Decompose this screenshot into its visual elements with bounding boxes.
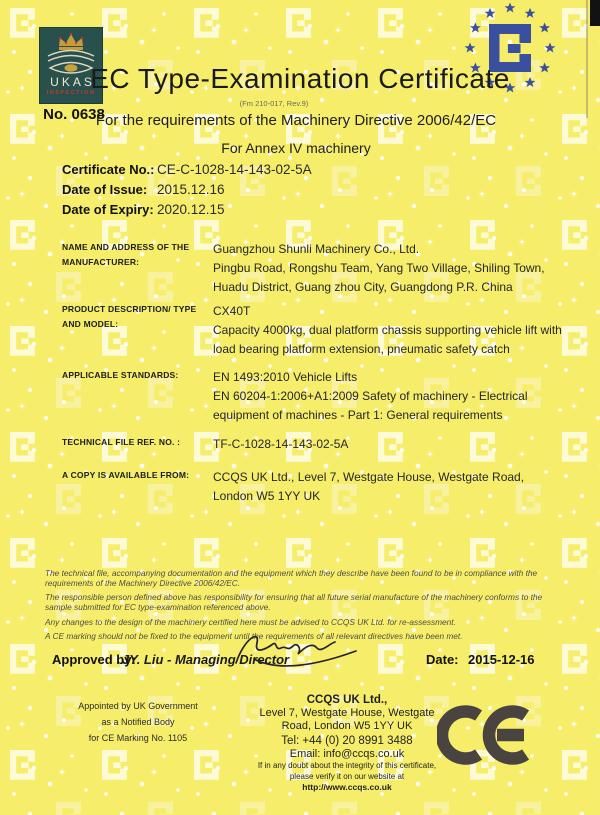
approver-name: JY. Liu - Managing Director	[122, 652, 290, 667]
issuer-email: Email: info@ccqs.co.uk	[289, 748, 405, 760]
issuer-address: Road, London W5 1YY UK	[281, 719, 413, 732]
ukas-label: UKAS	[50, 75, 95, 89]
approved-by-label: Approved by:	[52, 652, 136, 667]
date-of-expiry-label: Date of Expiry:	[62, 202, 154, 217]
scan-artifact-edge	[586, 0, 588, 118]
date-value: 2015-12-16	[468, 652, 535, 667]
issuer-name: CCQS UK Ltd.,	[306, 694, 388, 706]
product-description-label: PRODUCT DESCRIPTION/ TYPE AND MODEL:	[62, 304, 197, 329]
copy-available-label: A COPY IS AVAILABLE FROM:	[62, 470, 190, 480]
legal-text: A CE marking should not be fixed to the equipment until the requirements of all relevant directives have been met.	[45, 631, 463, 641]
date-label: Date:	[426, 652, 459, 667]
issuer-address: Level 7, Westgate House, Westgate	[259, 707, 435, 719]
certificate-no-label: Certificate No.:	[62, 162, 155, 177]
manufacturer-value: Guangzhou Shunli Machinery Co., Ltd. Pingbu Road, Rongshu Team, Yang Two Village, Shiling Town, Huadu District, Guang zhou City, Guangdong P.R. China	[213, 242, 545, 294]
issuer-phone: Tel: +44 (0) 20 8991 3488	[281, 735, 413, 747]
legal-text: The technical file, accompanying documentation and the equipment which they describe have been found to be in compliance with the requirements of the Machinery Directive 2006/42/EC.	[45, 568, 538, 588]
notified-body-statement: Appointed by UK Government as a Notified Body for CE Marking No. 1105	[78, 701, 198, 743]
issuer-contact-block	[232, 694, 462, 793]
verify-note: If in any doubt about the integrity of this certificate,	[257, 761, 437, 770]
applicable-standards-label: APPLICABLE STANDARDS:	[62, 370, 179, 380]
applicable-standards-value: EN 1493:2010 Vehicle Lifts EN 60204-1:2006+A1:2009 Safety of machinery - Electrical equipment of machines - Part 1: General requirements	[213, 370, 528, 422]
form-reference: (Fm 210-017, Rev.9)	[239, 99, 309, 108]
ce-mark-icon	[437, 699, 541, 771]
ukas-inspection-label: INSPECTION	[46, 90, 96, 96]
copy-available-value: CCQS UK Ltd., Level 7, Westgate House, Westgate Road, London W5 1YY UK	[213, 470, 525, 503]
page-title: EC Type-Examination Certificate	[90, 63, 510, 94]
legal-text: Any changes to the design of the machinery certified here must be advised to CCQS UK Ltd. for re-assessment.	[45, 617, 456, 627]
date-of-issue-label: Date of Issue:	[62, 182, 148, 197]
technical-file-value: TF-C-1028-14-143-02-5A	[213, 437, 349, 451]
date-of-issue-value: 2015.12.16	[157, 182, 225, 197]
scan-artifact-corner	[590, 0, 600, 26]
manufacturer-label: NAME AND ADDRESS OF THE MANUFACTURER:	[62, 242, 190, 267]
legal-text: The responsible person defined above has responsibility for ensuring that all future serial manufacture of the machinery conforms to the sample submitted for EC type-examination referenced above.	[45, 592, 543, 612]
date-of-expiry-value: 2020.12.15	[157, 202, 225, 217]
product-description-value: CX40T Capacity 4000kg, dual platform chassis supporting vehicle lift with load bearing platform extension, pneumatic safety catch	[213, 304, 562, 356]
annex-subtitle: For Annex IV machinery	[221, 140, 371, 156]
technical-file-label: TECHNICAL FILE REF. NO. :	[62, 437, 181, 447]
issuer-website: http://www.ccqs.co.uk	[302, 782, 392, 792]
notified-body-number: No. 0638	[43, 106, 105, 123]
verify-note: please verify it on our website at	[289, 771, 405, 781]
certificate-no-value: CE-C-1028-14-143-02-5A	[157, 162, 312, 177]
signature	[232, 622, 362, 674]
directive-subtitle: For the requirements of the Machinery Directive 2006/42/EC	[95, 112, 497, 129]
